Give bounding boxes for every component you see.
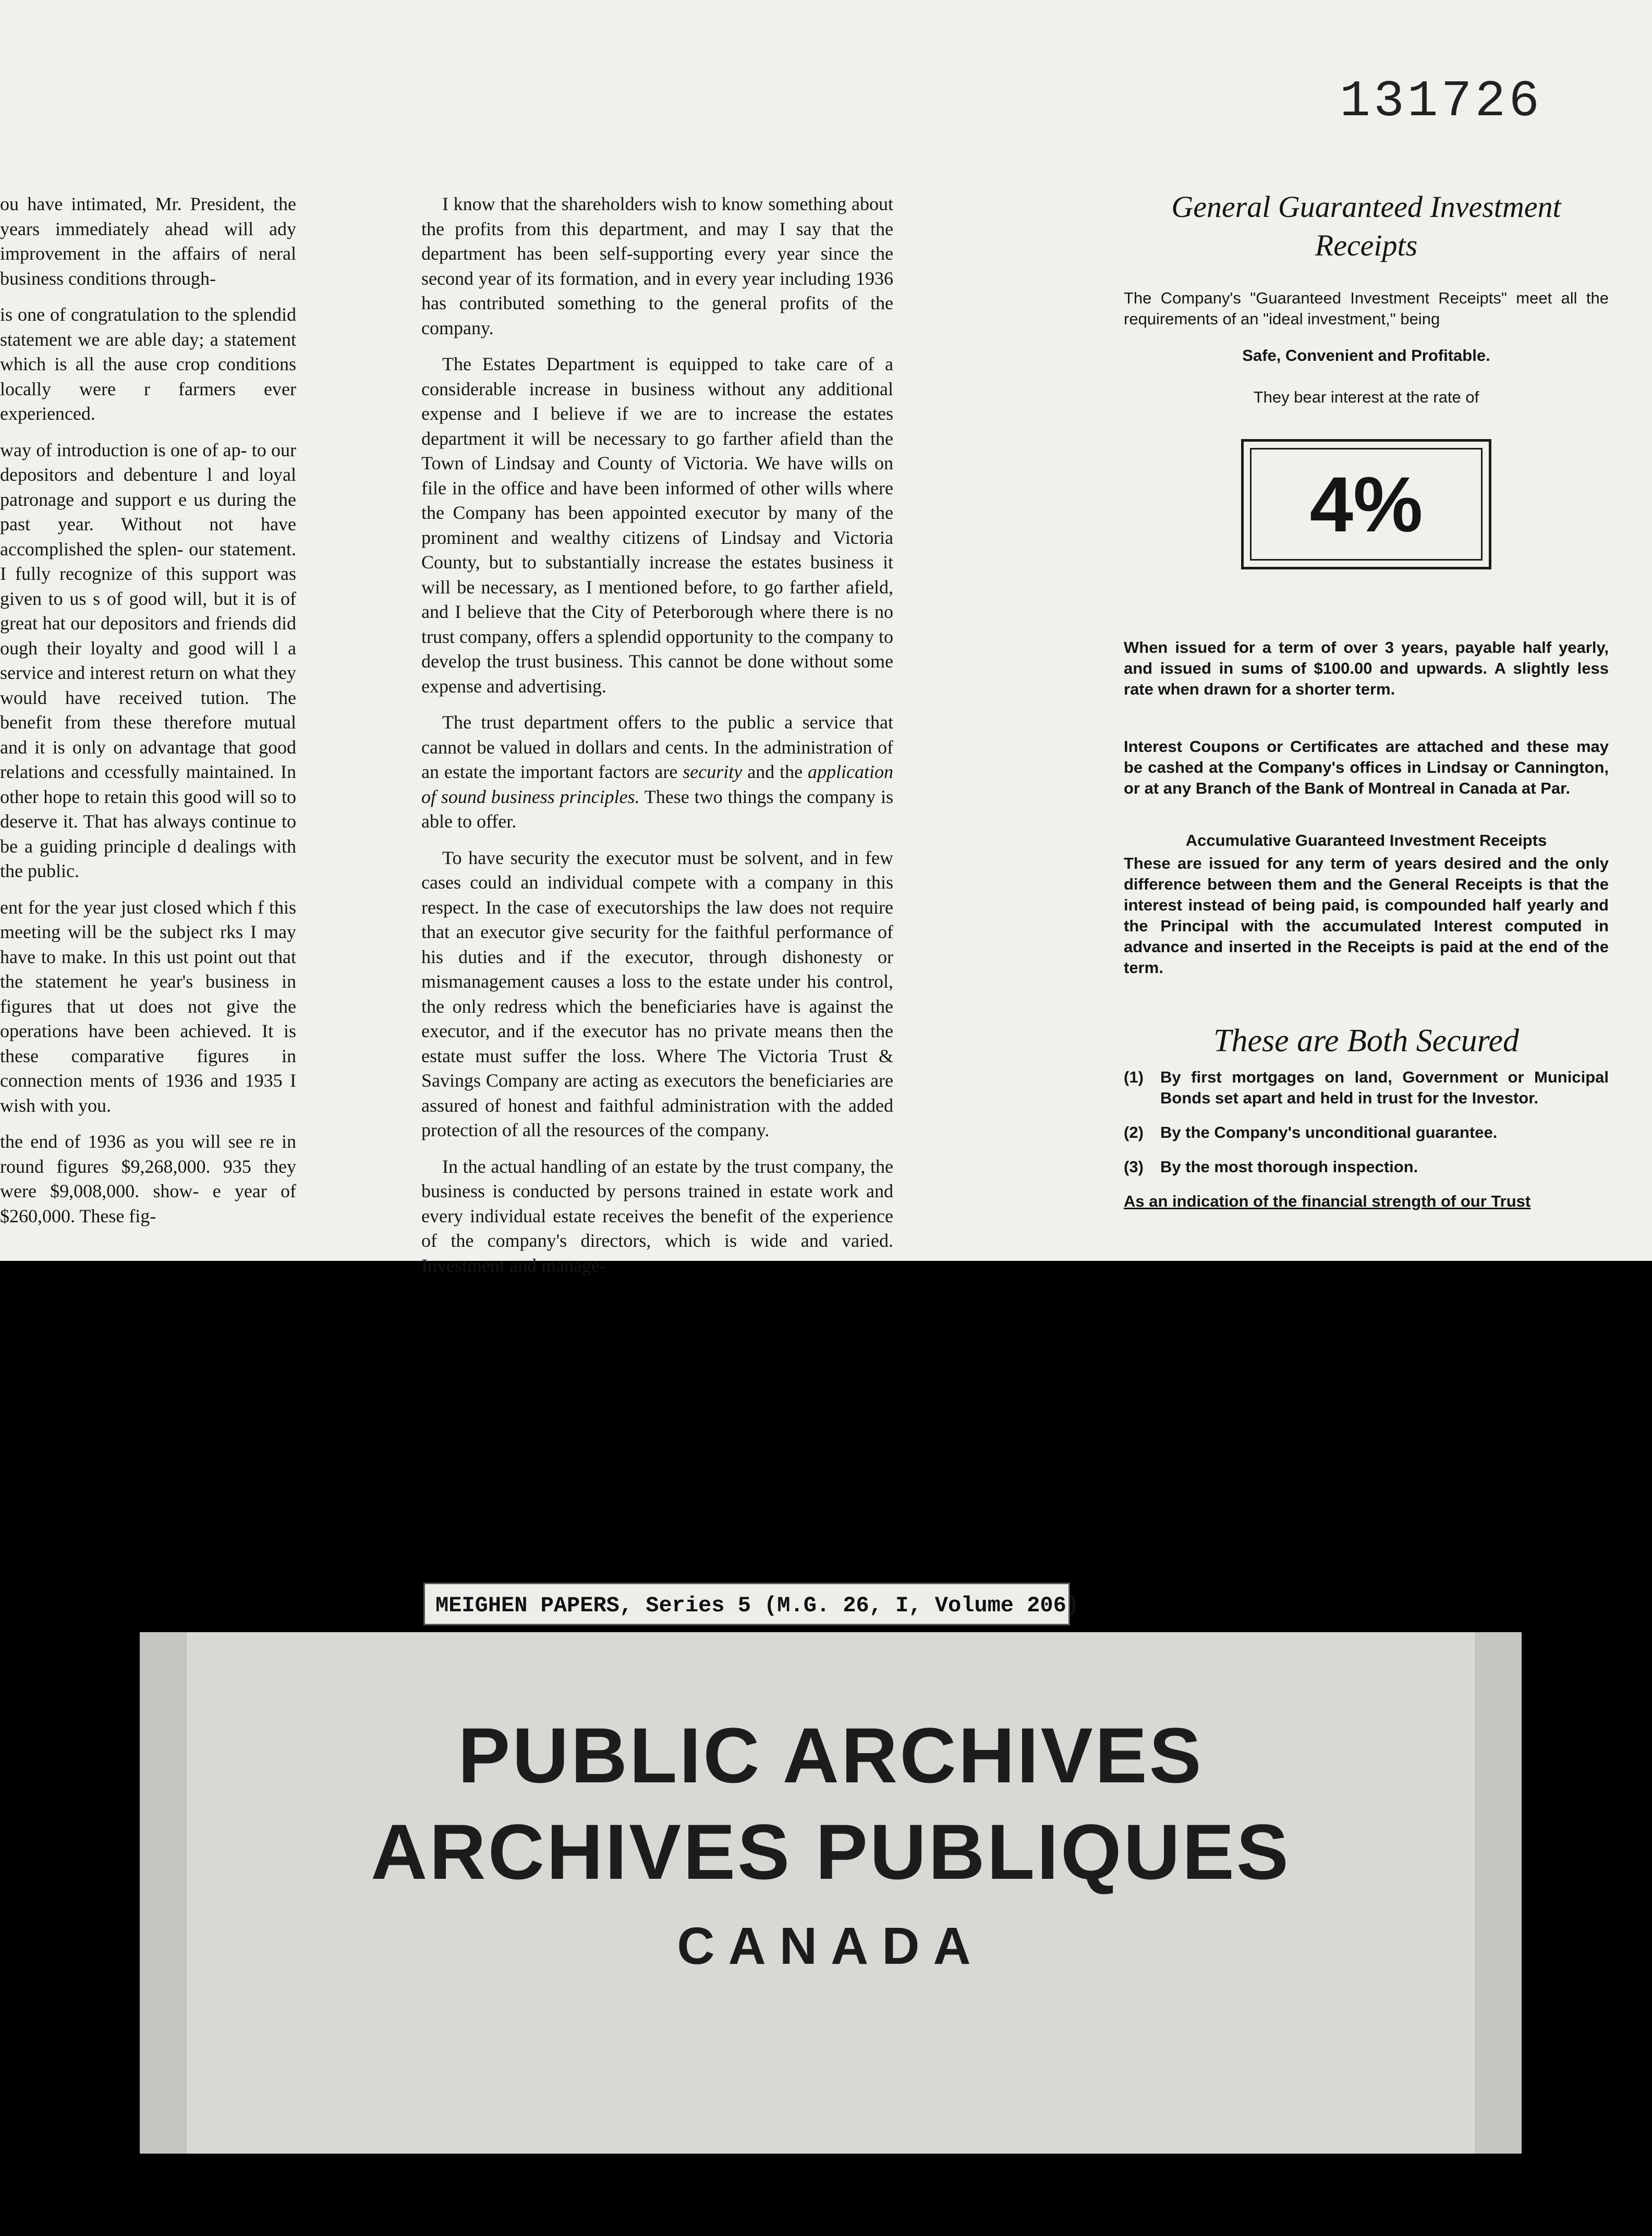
left-column: [0, 192, 296, 1240]
middle-paragraph: To have security the executor must be solvent, and in few cases could an individual compete with a company in this respect. In the case of executorships the law does not require that an executor give security for the faithful performance of his duties and if the executor, through dishonesty or mismanagement causes a loss to the estate under his control, the only redress which the beneficiaries have is against the executor, and if the executor has no private means then the estate must suffer the loss. Where The Victoria Trust & Savings Company are acting as executors the beneficiaries are assured of honest and faithful administration with the added protection of all the resources of the company.: [421, 847, 893, 1140]
archive-title-en: PUBLIC ARCHIVES: [458, 1711, 1204, 1799]
emphasis-principles: application of sound business principles.: [421, 761, 893, 807]
investment-heading: General Guaranteed Investment Receipts: [1171, 190, 1561, 262]
bear-interest-text: They bear interest at the rate of: [1253, 388, 1479, 406]
page-number: 131726: [1340, 73, 1542, 131]
middle-column: [421, 192, 893, 1290]
right-column: [1124, 188, 1609, 1212]
reference-label: MEIGHEN PAPERS, Series 5 (M.G. 26, I, Volume 206): [423, 1583, 1070, 1625]
rate-value: 4%: [1309, 460, 1423, 548]
accumulative-heading: Accumulative Guaranteed Investment Receipts: [1185, 831, 1547, 849]
left-paragraph: ent for the year just closed which f this meeting will be the subject rks I may have to make. In this ust point out that the statement he year's business in figures that ut does not give the operations have been achieved. It is these comparative figures in connection ments of 1936 and 1935 I wish with you.: [0, 896, 296, 1116]
intro-text: The Company's "Guaranteed Investment Receipts" meet all the requirements of an "ideal investment," being: [1124, 289, 1609, 328]
text-run: These two things the company is able to offer.: [421, 786, 893, 832]
left-paragraph: is one of congratulation to the splendid statement we are able day; a statement which is all the ause crop conditions locally were r farmers ever experienced.: [0, 304, 296, 424]
list-item: (2) By the Company's unconditional guarantee.: [1124, 1123, 1498, 1141]
text-run: and the: [747, 761, 803, 782]
left-paragraph: way of introduction is one of ap- to our depositors and debenture l and loyal patronage and support e us during the past year. Without not have accomplished the splen- our statement. I fully recognize of this support was given to us s of good will, but it is of great hat our depositors and friends did ough their loyalty and good will l a service and interest return on what they would have received tution. The benefit from these therefore mutual and it is only on advantage that good relations and ccessfully maintained. In other hope to retain this good will so to deserve it. That has always continue to be a guiding principle d dealings with the public.: [0, 439, 296, 881]
coupons-text: Interest Coupons or Certificates are attached and these may be cashed at the Company's offices in Lindsay or Cannington, or at any Branch of the Bank of Montreal in Canada at Par.: [1124, 737, 1609, 797]
middle-paragraph: The Estates Department is equipped to take care of a considerable increase in business without any additional expense and I believe if we are to increase the estates department it will be necessary to go farther afield than the Town of Lindsay and County of Victoria. We have wills on file in the office and have been informed of other wills where the Company has been appointed executor by many of the prominent and wealthy citizens of Lindsay and Victoria County, but to substantially increase the estates business it will be necessary, as I mentioned before, to go farther afield, and I believe that the City of Peterborough where there is no trust company, offers a splendid opportunity to the company to develop the trust business. This cannot be done without some expense and advertising.: [421, 354, 893, 697]
archive-card: [140, 1632, 1522, 2154]
middle-paragraph: In the actual handling of an estate by the trust company, the business is conducted by persons trained in estate work and every individual estate receives the benefit of the experience of the company's directors, which is wide and varied. Investment and manage-: [421, 1156, 893, 1276]
list-item: (1) By first mortgages on land, Government or Municipal Bonds set apart and held in trust for the Investor.: [1124, 1068, 1609, 1107]
terms-text: When issued for a term of over 3 years, payable half yearly, and issued in sums of $100.00 and upwards. A slightly less rate when drawn for a shorter term.: [1124, 638, 1609, 698]
text-run: The trust department offers to the public a service that cannot be valued in dollars and cents. In the administration of an estate the important factors are: [421, 712, 893, 782]
left-paragraph: the end of 1936 as you will see re in round figures $9,268,000. 935 they were $9,008,000. show- e year of $260,000. These fig-: [0, 1131, 296, 1226]
secured-list: [1124, 1067, 1609, 1177]
cut-off-line: As an indication of the financial strength of our Trust: [1124, 1192, 1531, 1210]
middle-paragraph: I know that the shareholders wish to know something about the profits from this department, and may I say that the department has been self-supporting every year since the second year of its formation, and in every year including 1936 has contributed something to the general profits of the company.: [421, 193, 893, 338]
list-item: (3) By the most thorough inspection.: [1124, 1158, 1418, 1176]
middle-paragraph: [421, 710, 893, 834]
qualities-text: Safe, Convenient and Profitable.: [1242, 346, 1490, 364]
left-paragraph: ou have intimated, Mr. President, the years immediately ahead will ady improvement in the affairs of neral business conditions through-: [0, 193, 296, 289]
archive-title-fr: ARCHIVES PUBLIQUES: [371, 1808, 1291, 1895]
rate-box: [1241, 439, 1491, 569]
accumulative-text: These are issued for any term of years desired and the only difference between them and the General Receipts is that the interest instead of being paid, is compounded half yearly and the Principal with the accumulated Interest computed in advance and inserted in the Receipts is paid at the end of the term.: [1124, 854, 1609, 977]
archive-country: CANADA: [677, 1917, 985, 1975]
emphasis-security: security: [683, 761, 743, 782]
secured-heading: These are Both Secured: [1213, 1023, 1519, 1059]
